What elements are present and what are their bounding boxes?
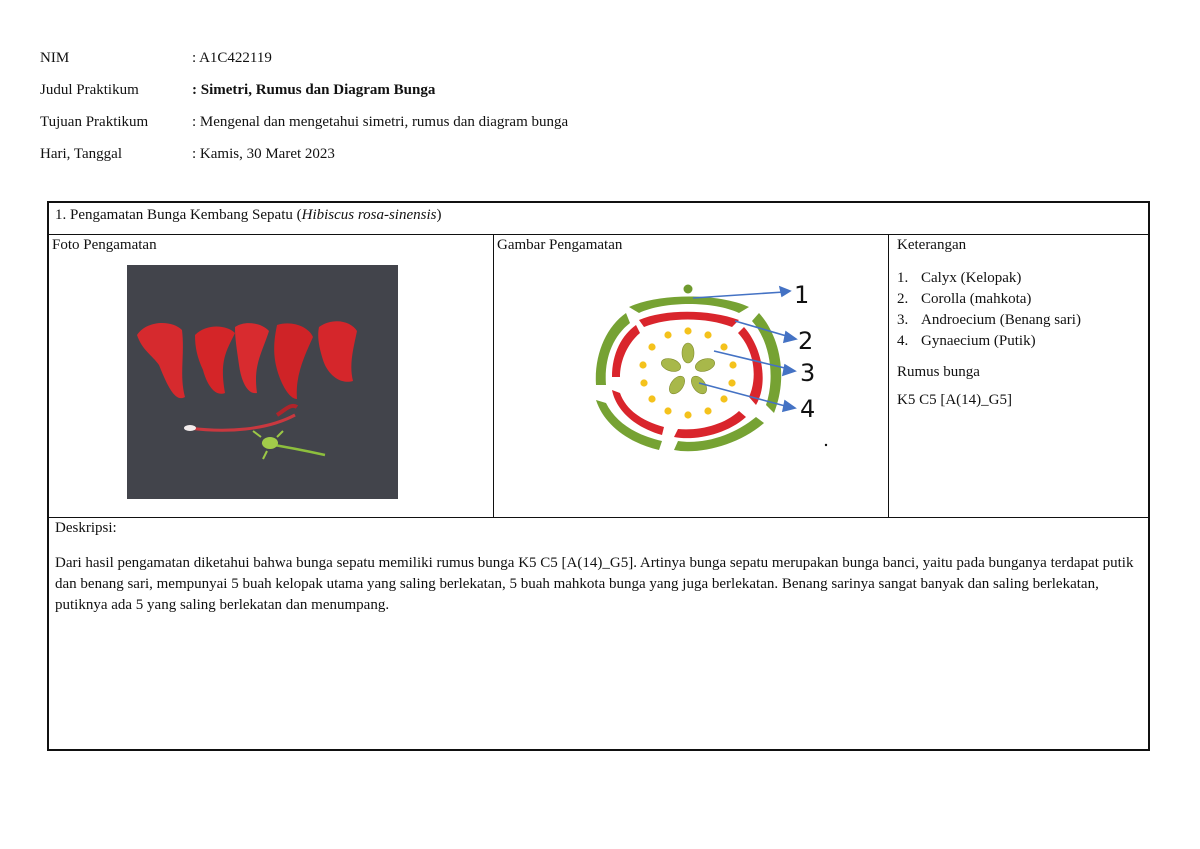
description-label: Deskripsi:: [55, 520, 117, 536]
title-prefix: 1. Pengamatan Bunga Kembang Sepatu (: [55, 207, 302, 223]
list-item: 2. Corolla (mahkota): [897, 291, 1032, 307]
photo-heading: Foto Pengamatan: [52, 237, 157, 253]
list-item: 4. Gynaecium (Putik): [897, 333, 1036, 349]
tanggal-value: : Kamis, 30 Maret 2023: [192, 145, 335, 162]
diagram-number-1: 1: [794, 281, 810, 309]
nim-value: : A1C422119: [192, 49, 272, 66]
tujuan-value: : Mengenal dan mengetahui simetri, rumus dan diagram bunga: [192, 113, 569, 130]
header-row-nim: [40, 42, 568, 74]
header-info: [40, 42, 568, 170]
photo-cell: [49, 235, 494, 517]
diagram-number-4: 4: [800, 395, 816, 423]
formula-value: K5 C5 [A(14)_G5]: [897, 392, 1012, 408]
list-item: 1. Calyx (Kelopak): [897, 270, 1022, 286]
notes-list: [897, 268, 1146, 352]
judul-value: : Simetri, Rumus dan Diagram Bunga: [192, 81, 436, 98]
list-item: 3. Androecium (Benang sari): [897, 312, 1081, 328]
description-text: Dari hasil pengamatan diketahui bahwa bunga sepatu memiliki rumus bunga K5 C5 [A(14)_G5]. Artinya bunga sepatu merupakan bunga banci, yaitu pada bunganya terdapat putik dan benang sari, mempunyai 5 buah kelopak utama yang saling berlekatan, 5 buah mahkota bunga yang juga berlekatan. Benang sarinya sangat banyak dan saling berlekatan, putiknya ada 5 yang saling berlekatan dan menumpang.: [55, 555, 1134, 613]
tanggal-label: Hari, Tanggal: [40, 145, 122, 162]
flower-photo: [127, 265, 398, 499]
title-suffix: ): [436, 207, 442, 223]
flower-diagram: [494, 265, 884, 515]
description-cell: [49, 517, 1148, 749]
species-name: Hibiscus rosa-sinensis: [301, 207, 437, 223]
table-title: [49, 203, 1148, 235]
drawing-cell: [494, 235, 889, 517]
notes-cell: [889, 235, 1149, 517]
tujuan-label: Tujuan Praktikum: [40, 113, 149, 130]
diagram-number-3: 3: [800, 359, 816, 387]
header-row-judul: [40, 74, 568, 106]
header-row-tujuan: [40, 106, 568, 138]
header-row-tanggal: [40, 138, 568, 170]
observation-table: [47, 201, 1150, 751]
formula-label: Rumus bunga: [897, 364, 980, 380]
diagram-number-2: 2: [798, 327, 814, 355]
nim-label: NIM: [40, 49, 70, 66]
notes-heading: Keterangan: [897, 237, 967, 253]
judul-label: Judul Praktikum: [40, 81, 139, 98]
drawing-heading: Gambar Pengamatan: [497, 237, 623, 253]
